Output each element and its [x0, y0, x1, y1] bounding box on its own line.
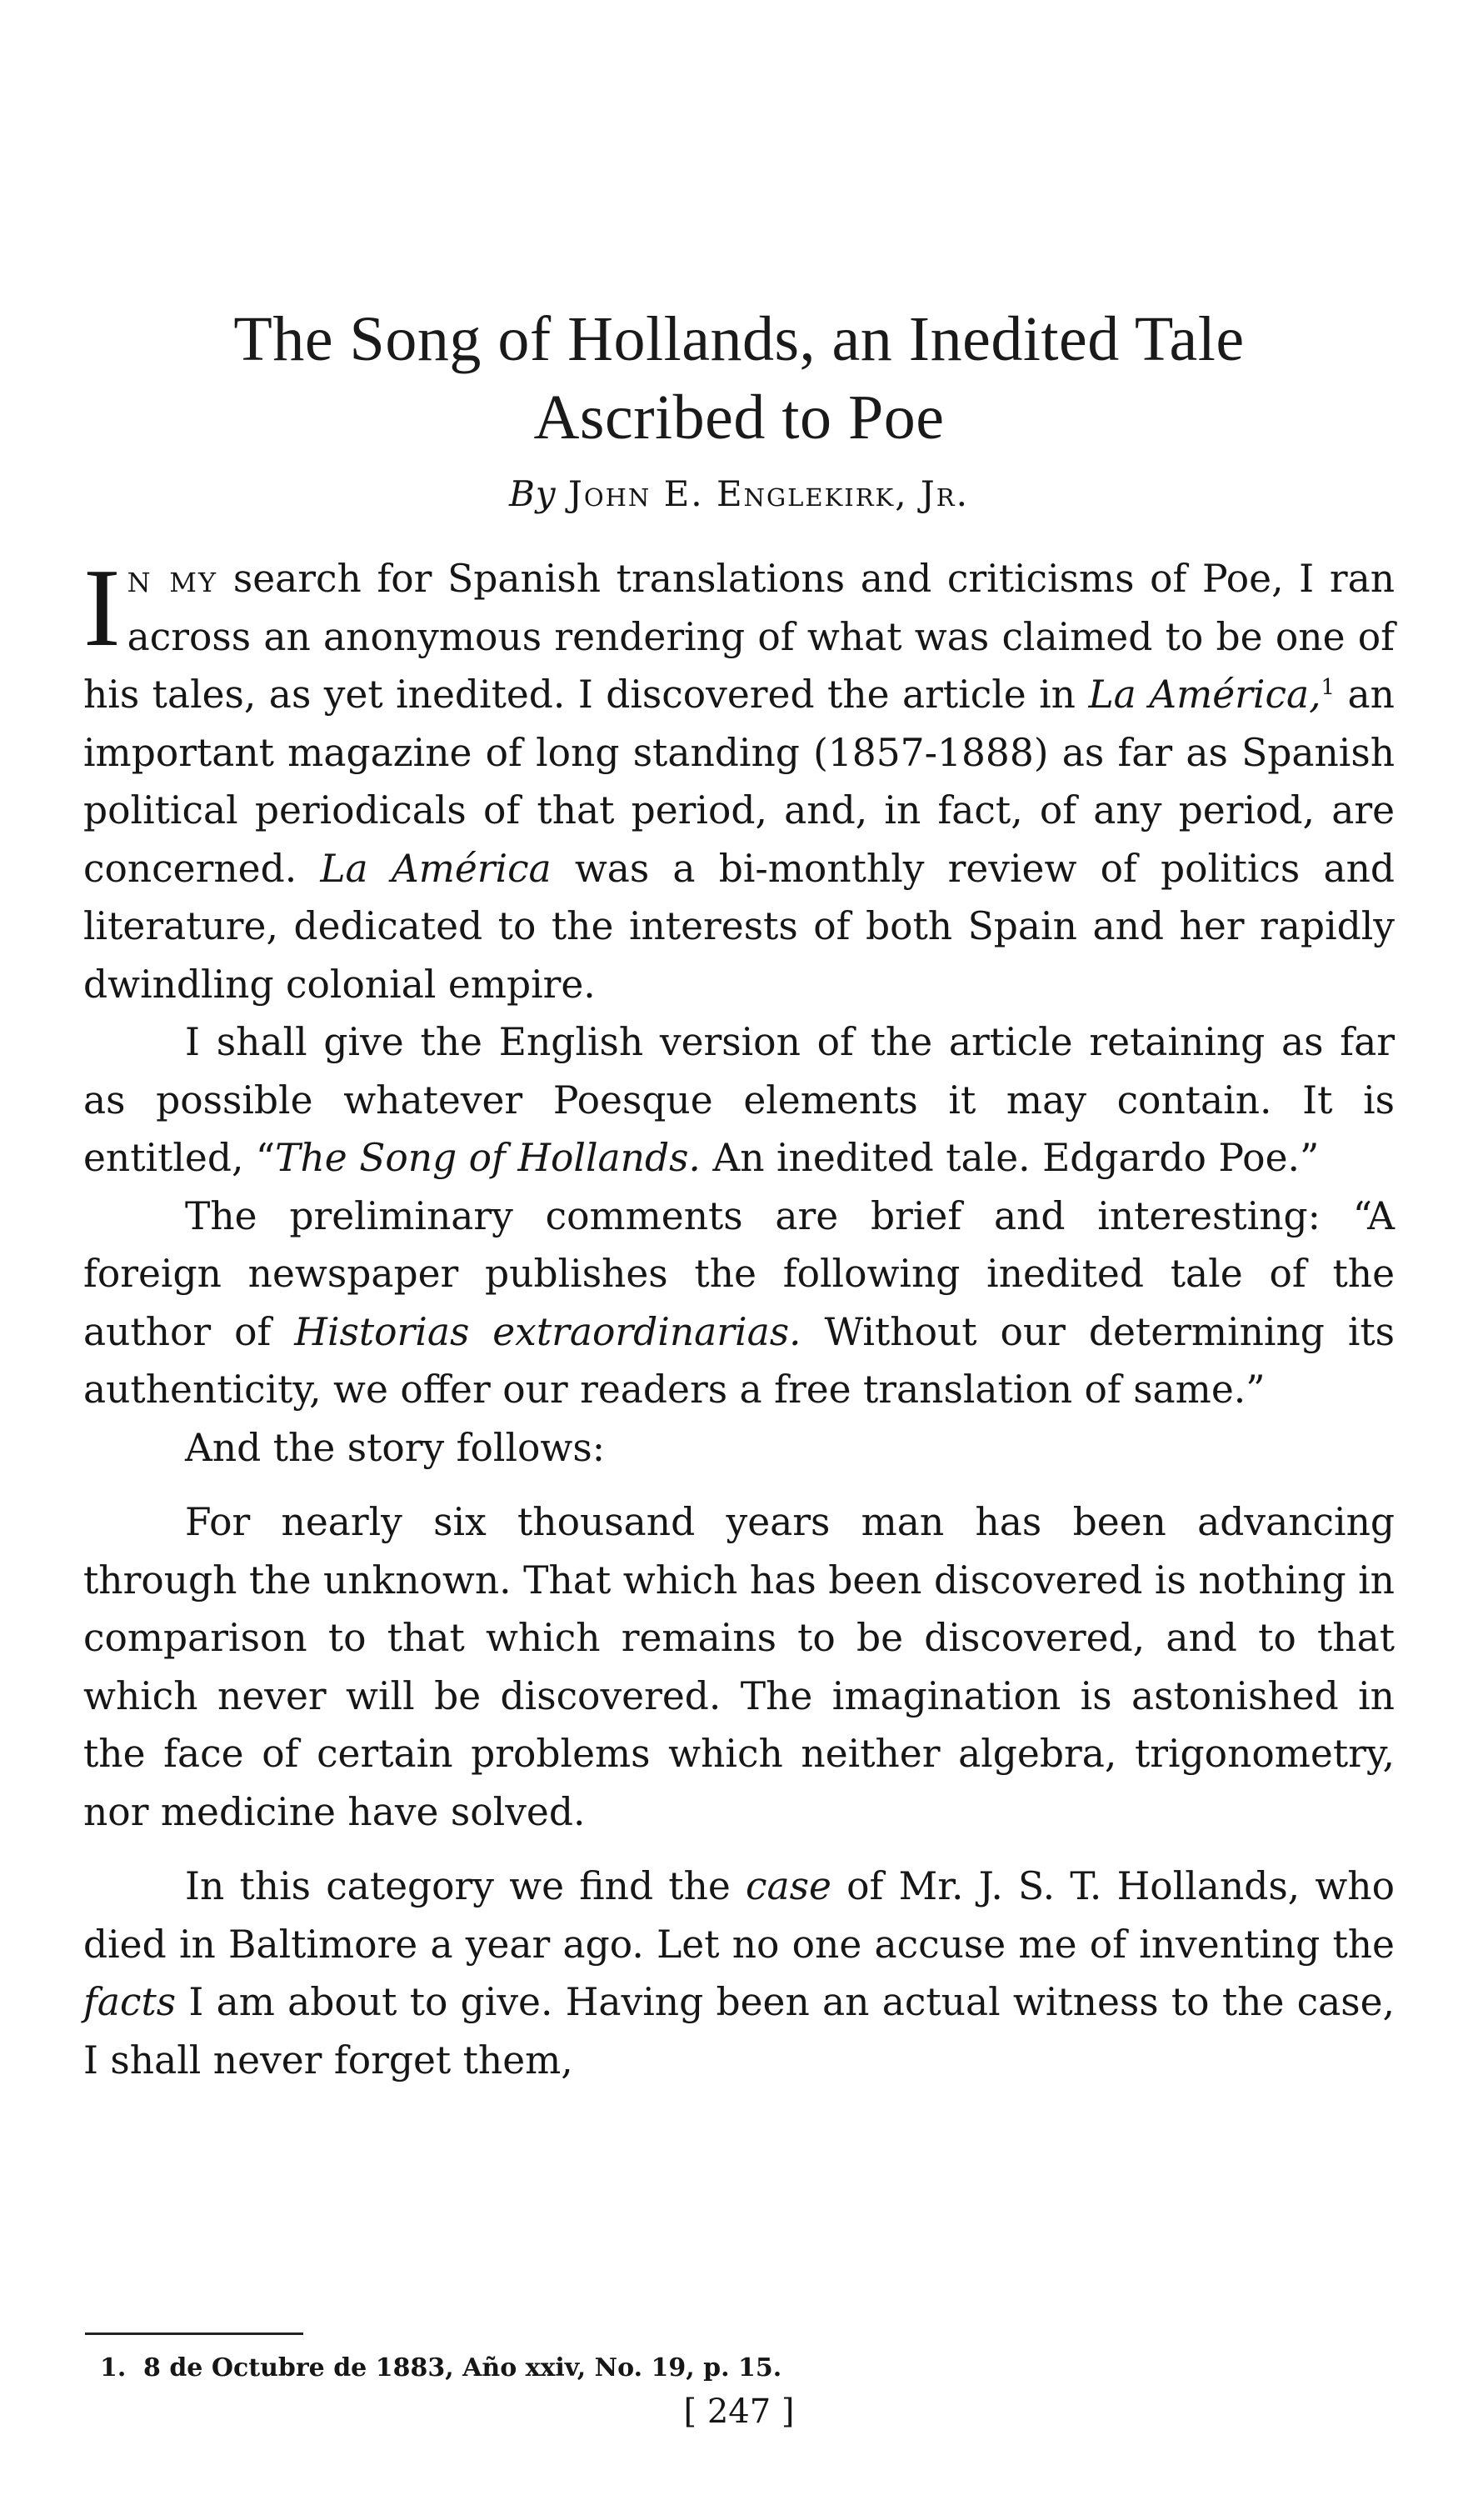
footnote-reference: 1	[1321, 674, 1336, 700]
author-name: John E. Englekirk, Jr.	[567, 473, 969, 514]
periodical-title: La América,	[1088, 672, 1321, 717]
tale-title: The Song of Hollands.	[275, 1136, 701, 1180]
paragraph-1-text-b: an important magazine of long standing (1857-1888) as far as Spanish political periodicals of that period, and, in fact, of any period, are concerned.	[83, 672, 1395, 891]
title-line-1: The Song of Hollands, an Inedited Tale	[233, 304, 1245, 374]
drop-cap: I	[83, 546, 121, 669]
paragraph-3-text-a: The preliminary comments are brief and interesting: “A foreign newspaper publishes the following inedited tale of the author of	[83, 1193, 1395, 1354]
paragraph-4	[83, 1419, 1395, 1478]
footnote-number: 1.	[100, 2353, 127, 2382]
article-body	[83, 546, 1396, 2089]
paragraph-6-text-a: In this category we find the	[185, 1864, 746, 1908]
paragraph-2-text-b: An inedited tale. Edgardo Poe.”	[700, 1136, 1320, 1180]
footnote	[100, 2352, 781, 2385]
paragraph-6	[83, 1858, 1395, 2089]
paragraph-3	[83, 1188, 1395, 1419]
footnote-rule	[85, 2332, 303, 2335]
periodical-title-2: La América	[320, 846, 552, 891]
italic-facts: facts	[83, 1980, 177, 2024]
title-line-2: Ascribed to Poe	[533, 382, 945, 452]
paragraph-5	[83, 1493, 1395, 1841]
paragraph-1-text-a: search for Spanish translations and criticisms of Poe, I ran across an anonymous rendering of what was claimed to be one of his tales, as yet inedited. I discovered the article in	[83, 557, 1395, 717]
byline	[83, 471, 1395, 518]
paragraph-3-text-b: Without our determining its authenticity, we offer our readers a free translation of same.”	[83, 1309, 1395, 1412]
italic-case: case	[746, 1864, 831, 1908]
footnote-text: 8 de Octubre de 1883, Año xxiv, No. 19, p. 15.	[143, 2353, 782, 2382]
book-title: Historias extraordinarias.	[294, 1309, 801, 1354]
paragraph-6-text-c: I am about to give. Having been an actual witness to the case, I shall never forget them,	[83, 1980, 1395, 2082]
opening-small-caps: n my	[127, 557, 218, 601]
paragraph-4-text: And the story follows:	[185, 1425, 606, 1470]
paragraph-6-text-b: of Mr. J. S. T. Hollands, who died in Baltimore a year ago. Let no one accuse me of inventing the	[83, 1864, 1395, 1967]
paragraph-5-text: For nearly six thousand years man has been advancing through the unknown. That which has been discovered is nothing in comparison to that which remains to be discovered, and to that which never will be discovered. The imagination is astonished in the face of certain problems which neither algebra, trigonometry, nor medicine have solved.	[83, 1500, 1395, 1834]
page-number: [ 247 ]	[683, 2392, 795, 2431]
article-title	[83, 300, 1395, 457]
byline-prefix: By	[509, 473, 557, 514]
paragraph-1	[83, 546, 1396, 1013]
paragraph-1-text-c: was a bi-monthly review of politics and literature, dedicated to the interests of both Spain and her rapidly dwindling colonial empire.	[83, 846, 1396, 1007]
paragraph-2	[83, 1013, 1395, 1188]
paragraph-2-text-a: I shall give the English version of the article retaining as far as possible whatever Poesque elements it may contain. It is entitled, “	[83, 1020, 1395, 1180]
